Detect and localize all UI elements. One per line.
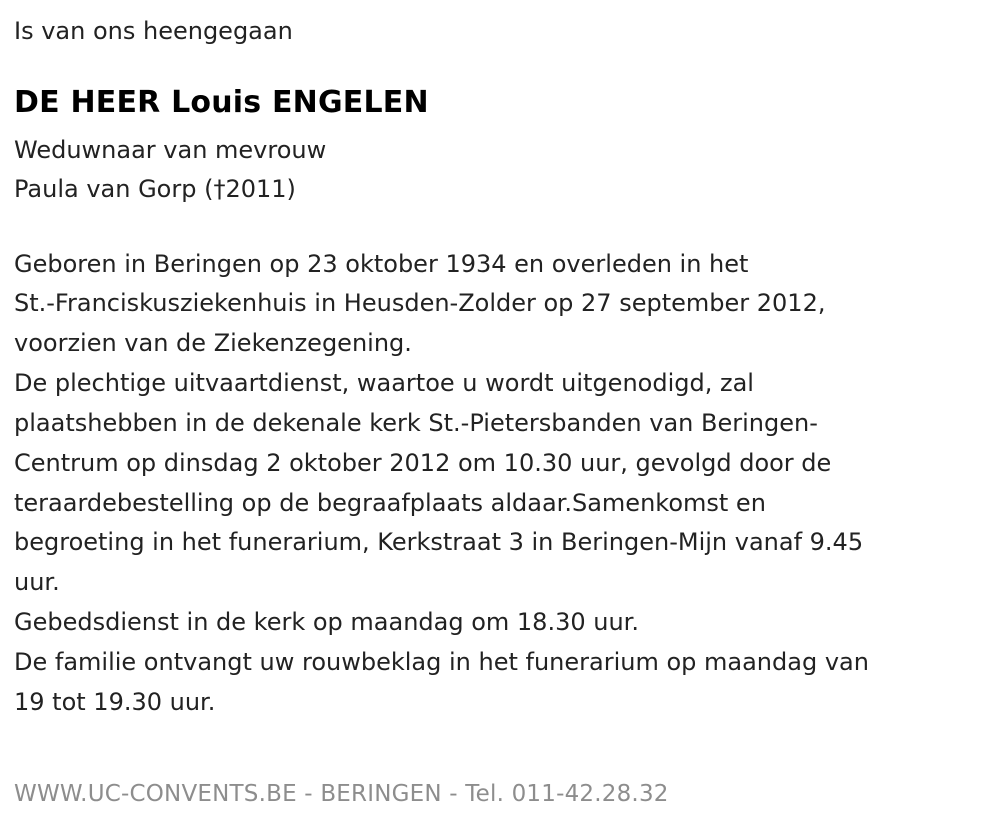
body-line: uur. [14,568,60,597]
body-line: St.-Franciskusziekenhuis in Heusden-Zolder op 27 september 2012, [14,289,826,318]
body-line: voorzien van de Ziekenzegening. [14,329,412,358]
notice-body [14,245,984,723]
body-line: plaatshebben in de dekenale kerk St.-Pietersbanden van Beringen- [14,408,818,437]
body-line: Centrum op dinsdag 2 oktober 2012 om 10.30 uur, gevolgd door de [14,448,832,477]
body-line: begroeting in het funerarium, Kerkstraat 3 in Beringen-Mijn vanaf 9.45 [14,528,864,557]
body-line: De plechtige uitvaartdienst, waartoe u wordt uitgenodigd, zal [14,369,754,398]
spouse-name: Paula van Gorp (†2011) [14,174,296,203]
body-line: Geboren in Beringen op 23 oktober 1934 en overleden in het [14,249,749,278]
deceased-name: DE HEER Louis ENGELEN [14,84,429,120]
spouse-label: Weduwnaar van mevrouw [14,135,327,164]
lead-text: Is van ons heengegaan [14,17,293,45]
body-line: De familie ontvangt uw rouwbeklag in het funerarium op maandag van [14,647,869,676]
funeral-home-footer: WWW.UC-CONVENTS.BE - BERINGEN - Tel. 011-42.28.32 [14,781,669,808]
body-line: teraardebestelling op de begraafplaats aldaar.Samenkomst en [14,488,766,517]
body-line: Gebedsdienst in de kerk op maandag om 18.30 uur. [14,608,639,636]
body-line: 19 tot 19.30 uur. [14,687,216,716]
